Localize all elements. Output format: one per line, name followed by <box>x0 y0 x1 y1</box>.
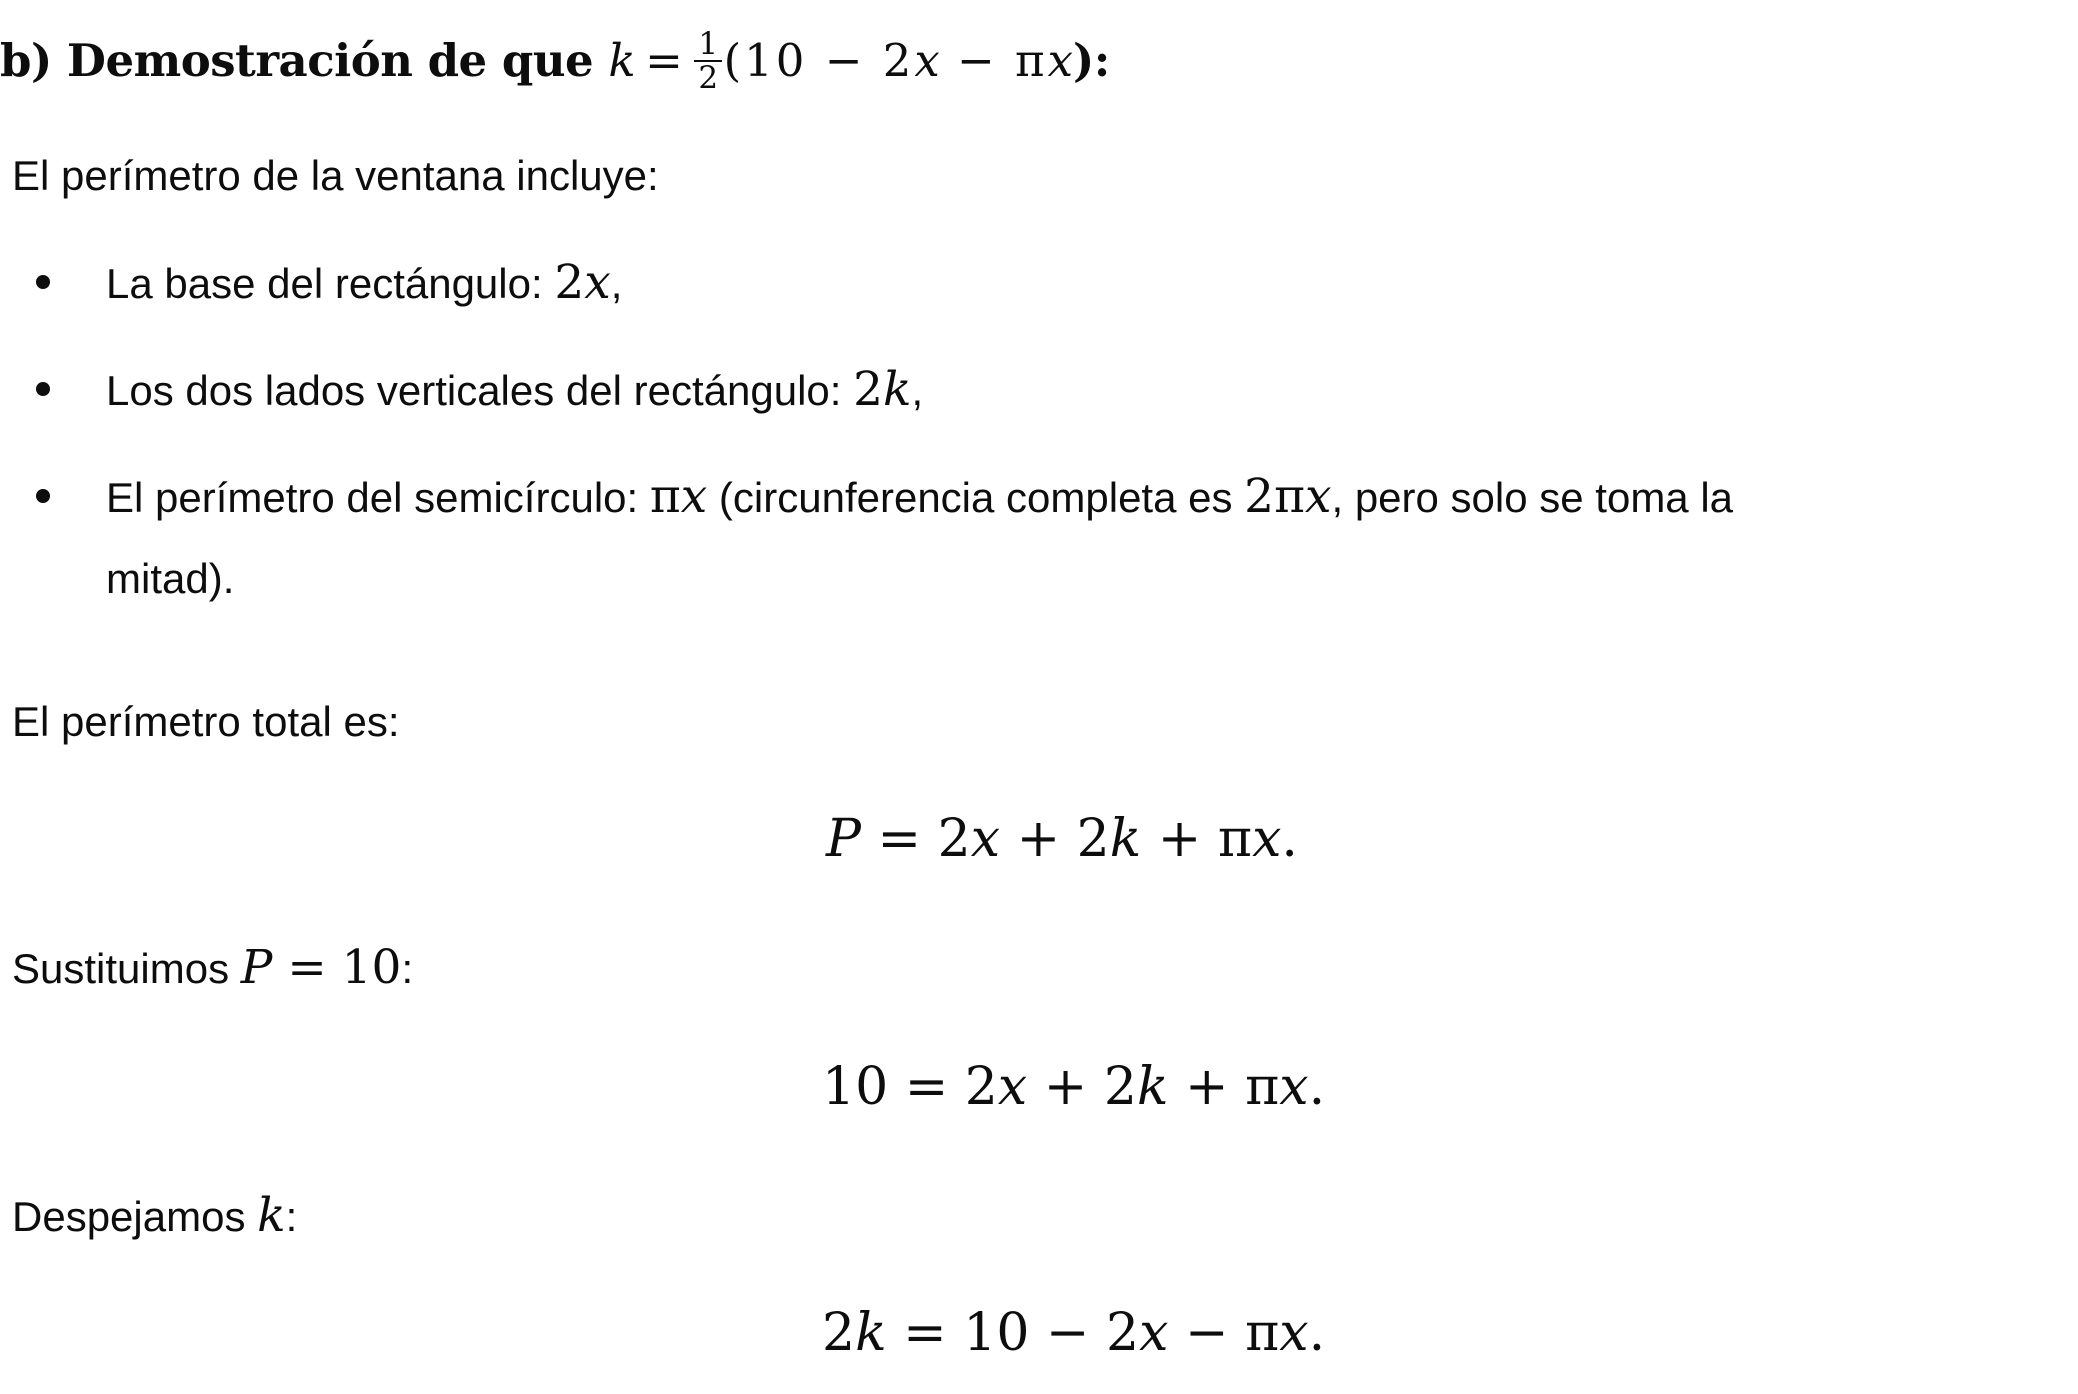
eq-variable: x <box>1139 1303 1169 1363</box>
math-number: 2 <box>554 255 585 310</box>
heading-close: ): <box>1073 34 1110 87</box>
list-item-tail: , pero solo se toma la <box>1331 474 1734 521</box>
eq-variable: x <box>997 1057 1028 1117</box>
eq-variable: x <box>1279 1303 1309 1363</box>
list-item-tail: , <box>911 367 924 414</box>
eq-part: + 2 <box>1027 1057 1137 1117</box>
list-item <box>106 456 1733 539</box>
eq-part: = 2 <box>861 809 971 869</box>
eq-variable: x <box>970 809 1001 869</box>
math-variable: x <box>584 255 611 310</box>
heading-expression <box>724 34 1073 87</box>
paragraph-text: Sustituimos <box>12 945 241 992</box>
math-variable: k <box>883 362 912 417</box>
eq-part: = 10 − 2 <box>886 1303 1140 1363</box>
heading-fraction <box>694 25 721 96</box>
math-variable: k <box>257 1188 286 1243</box>
solve-paragraph <box>12 1186 297 1247</box>
eq-part: + π <box>1141 809 1253 869</box>
math-variable: x <box>680 469 708 524</box>
math-number: 2π <box>1244 469 1305 524</box>
expr-part: (10 − 2 <box>723 34 915 87</box>
eq-variable: x <box>1279 1057 1309 1117</box>
eq-part: . <box>1308 1303 1326 1363</box>
bullet-marker <box>36 489 50 503</box>
inline-math <box>257 1188 285 1243</box>
eq-variable: k <box>855 1303 887 1363</box>
fraction-numerator: 1 <box>694 28 721 62</box>
list-item-continuation: mitad). <box>106 555 235 602</box>
bullet-marker <box>36 382 50 396</box>
heading-variable: k <box>608 34 636 87</box>
eq-part: 2 <box>822 1303 856 1363</box>
paragraph-text: : <box>285 1193 298 1240</box>
inline-math <box>241 940 402 995</box>
list-item-text: El perímetro del semicírculo: <box>106 474 650 521</box>
inline-math <box>554 255 610 310</box>
paragraph-text: : <box>401 945 414 992</box>
list-item-text: La base del rectángulo: <box>106 260 555 307</box>
expr-variable: x <box>914 34 940 87</box>
list-item <box>106 242 622 325</box>
inline-math <box>1244 469 1331 524</box>
eq-variable: P <box>826 809 861 869</box>
math-number: 2 <box>853 362 884 417</box>
list-item-text: Los dos lados verticales del rectángulo: <box>106 367 854 414</box>
eq-part: + 2 <box>1000 809 1110 869</box>
expr-part: − π <box>939 34 1048 87</box>
expr-variable: x <box>1047 34 1074 87</box>
intro-paragraph: El perímetro de la ventana incluye: <box>12 152 659 199</box>
eq-variable: x <box>1252 809 1282 869</box>
total-paragraph: El perímetro total es: <box>12 698 400 745</box>
inline-math <box>650 469 707 524</box>
section-heading <box>0 22 1110 100</box>
display-equation <box>0 804 1866 874</box>
eq-variable: k <box>1109 809 1142 869</box>
math-variable: P <box>240 940 273 995</box>
bullet-marker <box>36 275 50 289</box>
inline-math <box>853 362 911 417</box>
math-part: = 10 <box>272 940 402 995</box>
eq-part: . <box>1308 1057 1326 1117</box>
math-variable: x <box>1304 469 1332 524</box>
paragraph-text: Despejamos <box>12 1193 258 1240</box>
heading-equals: = <box>645 34 683 87</box>
substitution-paragraph <box>12 938 413 999</box>
eq-part: − π <box>1168 1303 1280 1363</box>
math-symbol: π <box>649 469 681 524</box>
eq-part: 10 = 2 <box>822 1057 998 1117</box>
fraction-denominator: 2 <box>698 59 718 96</box>
list-item-text: (circunferencia completa es <box>707 474 1245 521</box>
heading-prefix: b) Demostración de que <box>0 34 594 87</box>
display-equation <box>0 1052 1862 1122</box>
list-item-tail: , <box>610 260 623 307</box>
eq-part: . <box>1281 809 1298 869</box>
eq-variable: k <box>1136 1057 1169 1117</box>
list-item <box>106 349 923 432</box>
display-equation <box>0 1298 1862 1368</box>
eq-part: + π <box>1168 1057 1280 1117</box>
